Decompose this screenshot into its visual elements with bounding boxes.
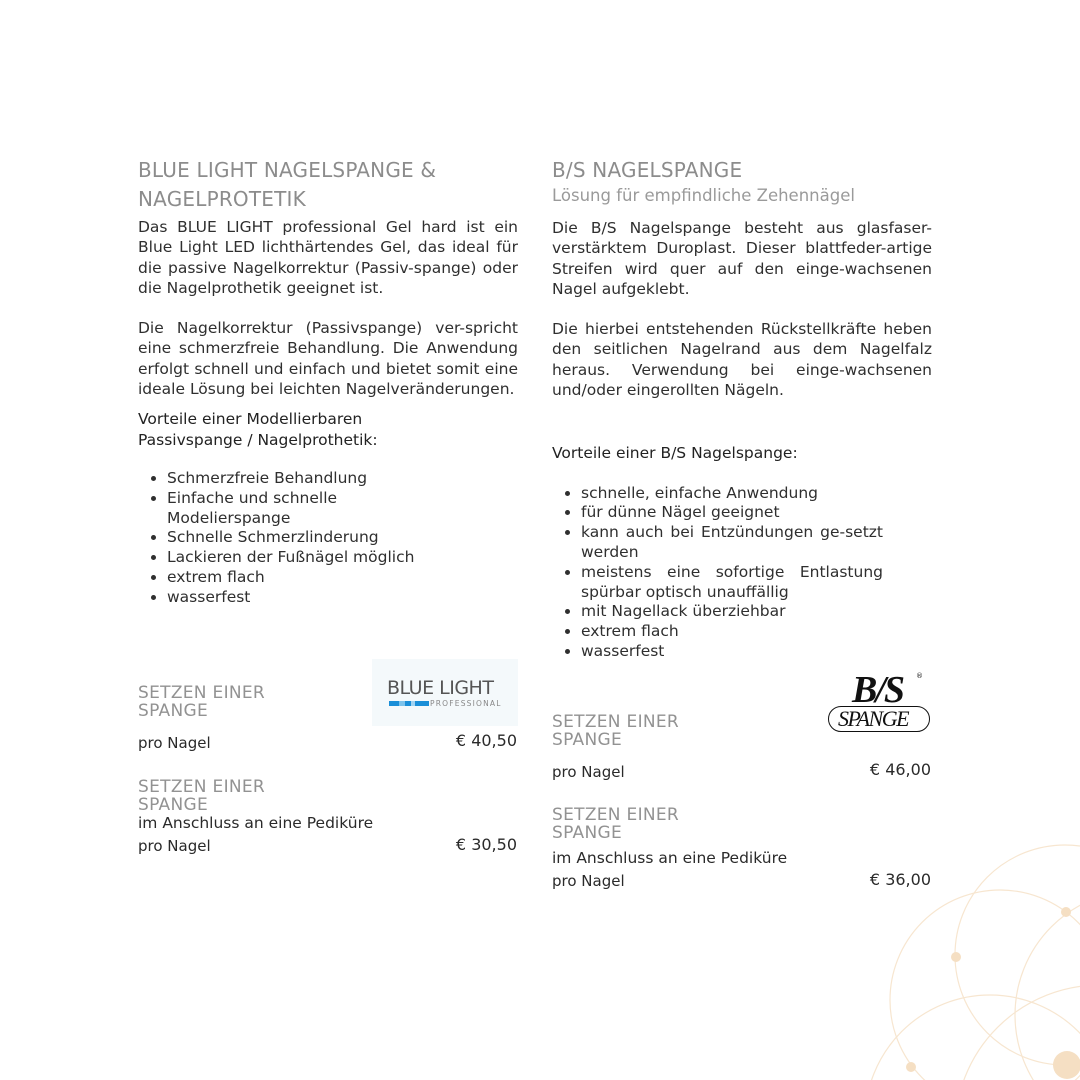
bs-section (552, 156, 932, 662)
list-item: • extrem flach (167, 568, 437, 588)
intro-paragraph: Das BLUE LIGHT professional Gel hard ist ein Blue Light LED lichthärtendes Gel, das ideal für die passive Nagelkorrektur (Passiv-spange) oder die Nagelprothetik geeignet ist. (138, 218, 518, 297)
list-item: • für dünne Nägel geeignet (581, 503, 883, 523)
price-unit: pro Nagel (138, 837, 211, 855)
logo-subtext: PROFESSIONAL (430, 699, 502, 708)
price-note: im Anschluss an eine Pediküre (552, 849, 788, 867)
price-block-2 (138, 778, 517, 855)
list-item: • Einfache und schnelle Modelierspange (167, 489, 437, 529)
title-line: BLUE LIGHT NAGELSPANGE & (138, 158, 437, 182)
list-item: • schnelle, einfache Anwendung (581, 484, 883, 504)
price-unit: pro Nagel (552, 763, 625, 781)
price-block-3 (552, 713, 931, 781)
price-title (138, 684, 308, 720)
list-item: • extrem flach (581, 622, 883, 642)
section-subtitle: Lösung für empfindliche Zehennägel (552, 186, 855, 205)
price-value: € 46,00 (869, 760, 931, 779)
price-note: im Anschluss an eine Pediküre (138, 814, 374, 832)
price-block-4 (552, 806, 931, 890)
price-title-line: SPANGE (552, 730, 623, 750)
price-value: € 30,50 (455, 835, 517, 854)
price-unit: pro Nagel (552, 872, 625, 890)
benefits-heading-line: Vorteile einer Modellierbaren (138, 410, 363, 429)
registered-mark: ® (916, 672, 923, 680)
title-line: NAGELPROTETIK (138, 187, 306, 211)
logo-subtext: SPANGE (838, 706, 909, 731)
price-unit: pro Nagel (138, 734, 211, 752)
logo-text: BLUE LIGHT (387, 677, 494, 699)
price-block-1 (138, 684, 517, 752)
list-item: • mit Nagellack überziehbar (581, 602, 883, 622)
price-row (138, 731, 517, 752)
price-row (552, 760, 931, 781)
description-paragraph: Die Nagelkorrektur (Passivspange) ver-spricht eine schmerzfreie Behandlung. Die Anwendung erfolgt schnell und einfach und bietet somit eine ideale Lösung bei leichten Nagelveränderungen. (138, 319, 518, 399)
price-value: € 40,50 (455, 731, 517, 750)
list-item: • kann auch bei Entzündungen ge-setzt werden (581, 523, 883, 563)
price-row (552, 872, 931, 890)
price-title (552, 806, 722, 842)
list-item: • Lackieren der Fußnägel möglich (167, 548, 437, 568)
logo-text: B/S (852, 669, 904, 711)
section-title: B/S NAGELSPANGE (552, 158, 743, 182)
benefits-list (552, 484, 883, 662)
list-item: • Schnelle Schmerzlinderung (167, 528, 437, 548)
price-title-line: SPANGE (552, 823, 623, 843)
price-row (138, 837, 517, 855)
list-item: • meistens eine sofortige Entlastung spürbar optisch unauffällig (581, 563, 883, 603)
price-title-line: SETZEN EINER (552, 805, 680, 825)
benefits-list (138, 469, 437, 608)
blue-light-section (138, 156, 518, 608)
price-title-line: SPANGE (138, 701, 209, 721)
price-value: € 36,00 (869, 870, 931, 889)
price-title-line: SETZEN EINER (138, 683, 266, 703)
benefits-heading (138, 409, 518, 450)
price-title (552, 713, 722, 749)
description-paragraph: Die hierbei entstehenden Rückstellkräfte heben den seitlichen Nagelrand aus dem Nagelfalz heraus. Verwendung bei einge-wachsenen und/oder eingerollten Nägeln. (552, 320, 932, 400)
list-item: • wasserfest (167, 588, 437, 608)
price-title (138, 778, 308, 814)
benefits-heading-line: Passivspange / Nagelprothetik: (138, 430, 378, 449)
intro-paragraph: Die B/S Nagelspange besteht aus glasfaser-verstärktem Duroplast. Dieser blattfeder-artige Streifen wird quer auf den einge-wachsenen Nagel aufgeklebt. (552, 219, 932, 298)
price-title-line: SPANGE (138, 795, 209, 815)
list-item: • wasserfest (581, 642, 883, 662)
price-title-line: SETZEN EINER (138, 777, 266, 797)
section-title (138, 156, 518, 214)
list-item: • Schmerzfreie Behandlung (167, 469, 437, 489)
benefits-heading: Vorteile einer B/S Nagelspange: (552, 444, 798, 463)
price-title-line: SETZEN EINER (552, 712, 680, 732)
